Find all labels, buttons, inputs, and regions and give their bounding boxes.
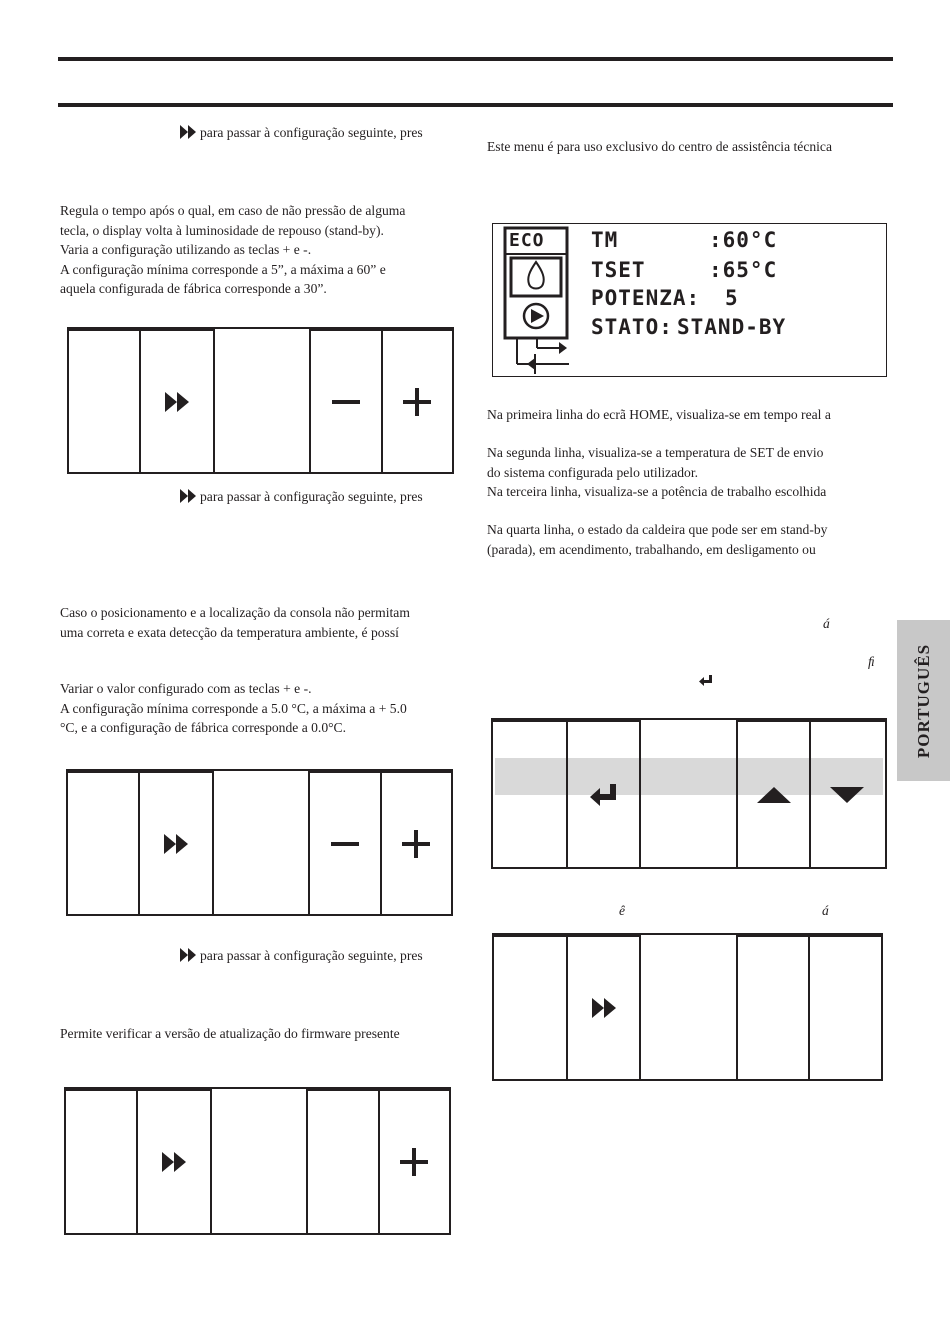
paragraph-offset-range: Variar o valor configurado com as teclas + e -. A configuração mínima corresponde a 5.0 °C, a máxima a + 5.0 °C, e a configuração de fábrica corresponde a 0.0°C. — [60, 681, 407, 735]
enter-return-icon — [590, 784, 618, 806]
next-setting-hint: para passar à configuração seguinte, pres — [180, 948, 423, 964]
next-button[interactable] — [140, 771, 214, 914]
blank-button[interactable] — [808, 935, 881, 1079]
paragraph-firmware: Permite verificar a versão de atualização do firmware presente — [60, 1026, 400, 1041]
stray-glyph: ﬁ — [868, 654, 875, 669]
paragraph-first-line: Na primeira linha do ecrã HOME, visualiza-se em tempo real a — [487, 407, 831, 422]
double-chevron-right-icon — [162, 1152, 186, 1172]
double-chevron-right-icon — [180, 125, 196, 139]
lcd-row-label: TM — [591, 228, 619, 252]
blank-button[interactable] — [736, 935, 810, 1079]
next-button[interactable] — [141, 329, 215, 472]
blank-button[interactable] — [493, 720, 568, 867]
minus-button[interactable] — [309, 329, 383, 472]
triangle-up-icon — [757, 787, 791, 803]
plus-icon — [402, 830, 430, 858]
triangle-down-icon — [830, 787, 864, 803]
display-panel-right — [492, 933, 883, 1081]
plus-icon — [403, 388, 431, 416]
blank-button[interactable] — [306, 1089, 380, 1233]
lcd-row-label: POTENZA: — [591, 286, 701, 310]
blank-button[interactable] — [66, 1089, 138, 1233]
header-rule — [58, 103, 893, 107]
lcd-row-value: :60°C — [709, 228, 778, 252]
double-chevron-right-icon — [180, 489, 196, 503]
double-chevron-right-icon — [165, 392, 189, 412]
minus-icon — [331, 841, 359, 847]
plus-button[interactable] — [380, 771, 451, 914]
paragraph-console-position: Caso o posicionamento e a localização da consola não permitam uma correta e exata detecção da temperatura ambiente, é possí — [60, 605, 410, 640]
paragraph-fourth-line: Na quarta linha, o estado da caldeira que pode ser em stand-by (parada), em acendimento, trabalhando, em desligamento ou — [487, 522, 828, 557]
paragraph-standby-time: Regula o tempo após o qual, em caso de não pressão de alguma tecla, o display volta à luminosidade de repouso (stand-by). Varia a configuração utilizando as teclas + e -. A configuração mínima corresponde a 5”, a máxima a 60” e aquela configurada de fábrica corresponde a 30”. — [60, 203, 406, 296]
up-button[interactable] — [736, 720, 811, 867]
blank-button[interactable] — [68, 771, 140, 914]
lcd-row-value: :65°C — [709, 258, 778, 282]
plus-button[interactable] — [378, 1089, 449, 1233]
stray-glyph: ê — [619, 903, 626, 918]
paragraph-second-third-line: Na segunda linha, visualiza-se a temperatura de SET de envio do sistema configurada pelo utilizador. Na terceira linha, visualiza-se a potência de trabalho escolhida — [487, 445, 827, 499]
enter-return-icon — [699, 675, 713, 687]
lcd-row-label: TSET — [591, 258, 646, 282]
language-tab-label: PORTUGUÊS — [913, 643, 933, 758]
flame-icon — [528, 262, 543, 289]
language-tab — [897, 620, 950, 781]
home-screen-lcd — [492, 223, 887, 377]
lcd-row-value: 5 — [725, 286, 739, 310]
enter-button[interactable] — [568, 720, 641, 867]
stray-glyph: á — [822, 903, 829, 918]
lcd-eco-label: ECO — [509, 230, 545, 251]
stray-glyph: á — [823, 616, 830, 631]
minus-button[interactable] — [308, 771, 382, 914]
double-chevron-right-icon — [180, 948, 196, 962]
next-setting-hint: para passar à configuração seguinte, pres — [180, 125, 423, 141]
display-panel-3 — [64, 1087, 451, 1235]
next-button[interactable] — [568, 935, 641, 1079]
next-button[interactable] — [138, 1089, 212, 1233]
next-setting-hint: para passar à configuração seguinte, pres — [180, 489, 423, 505]
double-chevron-right-icon — [164, 834, 188, 854]
paragraph-service-menu: Este menu é para uso exclusivo do centro de assistência técnica — [487, 139, 833, 154]
display-panel-1 — [67, 327, 454, 474]
menu-panel — [491, 718, 887, 869]
blank-button[interactable] — [69, 329, 141, 472]
lcd-row-value: STAND-BY — [677, 315, 787, 339]
plus-button[interactable] — [381, 329, 452, 472]
display-panel-2 — [66, 769, 453, 916]
down-button[interactable] — [809, 720, 885, 867]
minus-icon — [332, 399, 360, 405]
blank-button[interactable] — [494, 935, 568, 1079]
top-rule — [58, 57, 893, 61]
lcd-row-label: STATO: — [591, 315, 673, 339]
plus-icon — [400, 1148, 428, 1176]
double-chevron-right-icon — [592, 998, 616, 1018]
